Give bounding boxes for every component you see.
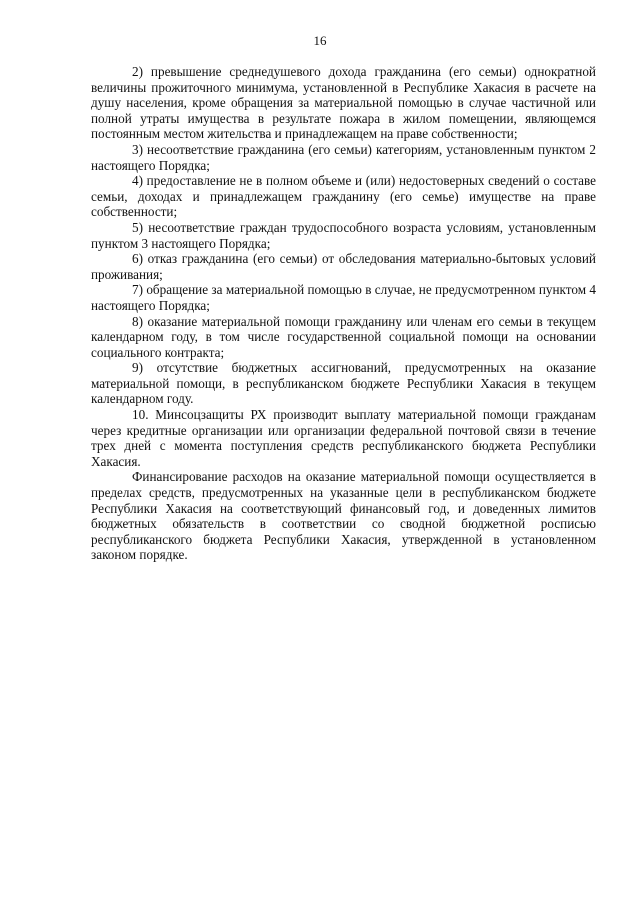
paragraph-item-8: 8) оказание материальной помощи гражданину или членам его семьи в текущем календарном году, в том числе государственной социальной помощи на основании социального контракта; xyxy=(91,313,596,360)
paragraph-item-2: 2) превышение среднедушевого дохода гражданина (его семьи) однократной величины прожиточного минимума, установленной в Республике Хакасия в расчете на душу населения, кроме обращения за материальной помощью в случае частичной или полной утраты имущества в результате пожара в жилом помещении, являющемся постоянным местом жительства и принадлежащем на праве собственности; xyxy=(91,64,596,142)
paragraph-item-3: 3) несоответствие гражданина (его семьи) категориям, установленным пунктом 2 настоящего Порядка; xyxy=(91,141,596,173)
paragraph-item-7: 7) обращение за материальной помощью в случае, не предусмотренном пунктом 4 настоящего Порядка; xyxy=(91,282,596,313)
paragraph-financing: Финансирование расходов на оказание материальной помощи осуществляется в пределах средств, предусмотренных на указанные цели в республиканском бюджете Республики Хакасия на соответствующий финансовый год, и доведенных лимитов бюджетных обязательств в соответствии со сводной бюджетной росписью республиканского бюджета Республики Хакасия, утвержденной в установленном законом порядке. xyxy=(91,469,596,563)
paragraph-item-6: 6) отказ гражданина (его семьи) от обследования материально-бытовых условий проживания; xyxy=(91,251,596,282)
page-number: 16 xyxy=(313,33,327,48)
document-body xyxy=(91,64,596,563)
paragraph-clause-10: 10. Минсоцзащиты РХ производит выплату материальной помощи гражданам через кредитные организации или организации федеральной почтовой связи в течение трех дней с момента поступления средств республиканского бюджета Республики Хакасия. xyxy=(91,407,596,469)
paragraph-item-5: 5) несоответствие граждан трудоспособного возраста условиям, установленным пунктом 3 настоящего Порядка; xyxy=(91,219,596,251)
paragraph-item-9: 9) отсутствие бюджетных ассигнований, предусмотренных на оказание материальной помощи, в республиканском бюджете Республики Хакасия в текущем календарном году. xyxy=(91,360,596,407)
paragraph-item-4: 4) предоставление не в полном объеме и (или) недостоверных сведений о составе семьи, доходах и принадлежащем гражданину (его семье) имуществе на праве собственности; xyxy=(91,173,596,220)
